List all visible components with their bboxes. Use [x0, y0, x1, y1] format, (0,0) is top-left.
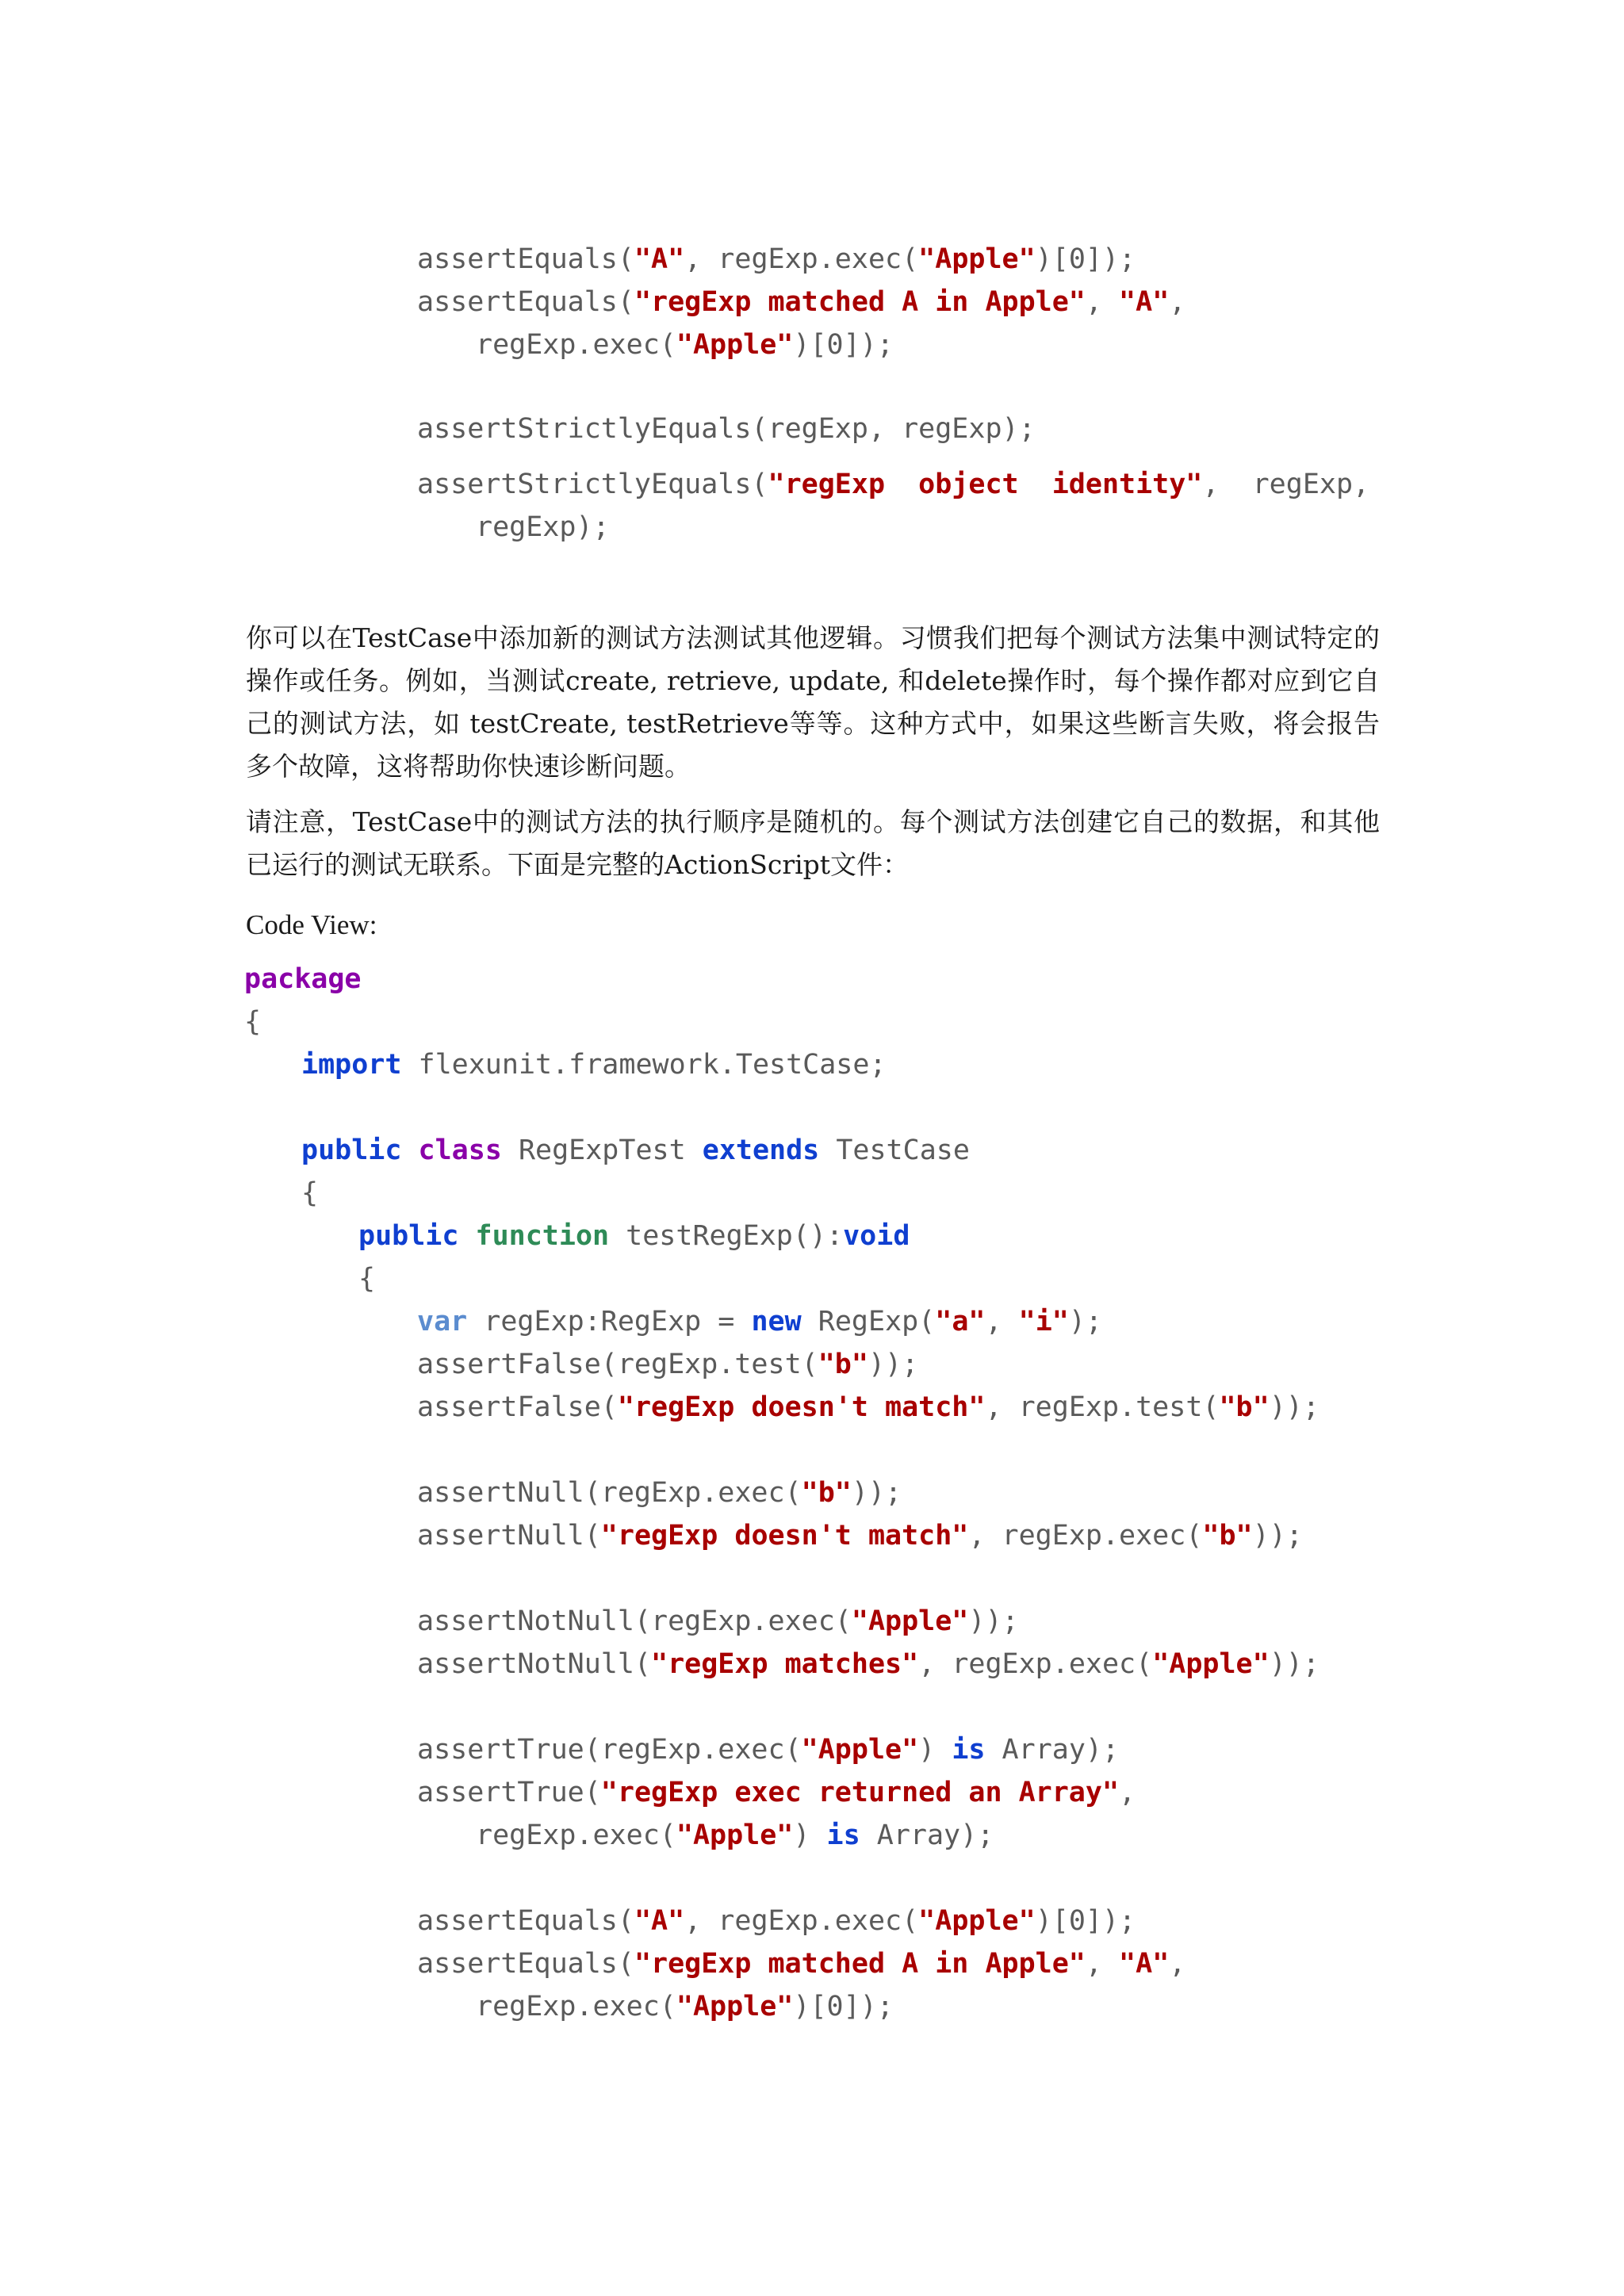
code-text: assertStrictlyEquals(regExp, regExp); — [417, 413, 1036, 445]
code-line — [417, 1728, 1119, 1771]
code-line — [417, 281, 1185, 323]
code-text — [458, 1220, 475, 1252]
code-line — [476, 506, 610, 549]
code-text: regExp:RegExp = — [467, 1306, 752, 1337]
code-keyword: class — [418, 1135, 502, 1166]
code-keyword: is — [952, 1734, 986, 1766]
code-keyword: extends — [702, 1135, 820, 1166]
paragraph-testcase-methods: 你可以在TestCase中添加新的测试方法测试其他逻辑。习惯我们把每个测试方法集中测试特定的操作或任务。例如，当测试create, retrieve, update, 和delete操作时，每个操作都对应到它自己的测试方法，如 testCreate, testRetrieve等等。这种方式中，如果这些断言失败，将会报告多个故障，这将帮助你快速诊断问题。 — [246, 622, 1380, 782]
string-literal: "Apple" — [676, 1991, 794, 2022]
code-text: assertTrue(regExp.exec( — [417, 1734, 802, 1766]
code-view-label: Code View: — [246, 909, 377, 940]
string-literal: "b" — [818, 1349, 868, 1380]
code-keyword: var — [417, 1306, 468, 1337]
code-text: , regExp.exec( — [918, 1648, 1153, 1680]
code-line — [358, 1257, 375, 1300]
code-line — [244, 1001, 261, 1043]
code-text: regExp.exec( — [476, 1820, 676, 1851]
code-text: assertEquals( — [417, 243, 634, 275]
code-text: assertNotNull( — [417, 1648, 652, 1680]
code-text: )); — [851, 1477, 902, 1509]
code-line — [417, 1343, 918, 1386]
code-text: , regExp, — [1202, 469, 1370, 500]
code-keyword: public — [301, 1135, 402, 1166]
code-text: assertEquals( — [417, 1948, 634, 1980]
code-text — [401, 1135, 418, 1166]
code-text: , regExp.exec( — [968, 1520, 1203, 1552]
code-line — [476, 323, 894, 366]
code-text: )); — [868, 1349, 919, 1380]
code-text: )[0]); — [1035, 243, 1136, 275]
string-literal: "regExp doesn't match" — [600, 1520, 969, 1552]
code-text: { — [244, 1006, 262, 1038]
code-text: regExp); — [476, 511, 610, 543]
code-text: , — [1085, 286, 1120, 318]
code-text: )[0]); — [793, 1991, 894, 2022]
code-line — [476, 1985, 894, 2028]
code-line — [417, 1771, 1136, 1814]
string-literal: "regExp matched A in Apple" — [634, 286, 1086, 318]
code-text: assertNull(regExp.exec( — [417, 1477, 802, 1509]
code-text: )); — [1269, 1391, 1320, 1423]
code-line — [476, 1814, 994, 1857]
code-keyword: function — [475, 1220, 610, 1252]
code-text: assertEquals( — [417, 286, 634, 318]
code-text: assertFalse( — [417, 1391, 618, 1423]
string-literal: "Apple" — [676, 329, 794, 361]
string-literal: "A" — [1119, 286, 1170, 318]
code-text: , regExp.exec( — [684, 243, 919, 275]
string-literal: "b" — [801, 1477, 852, 1509]
string-literal: "A" — [634, 243, 685, 275]
code-text: assertNull( — [417, 1520, 601, 1552]
string-literal: "b" — [1219, 1391, 1270, 1423]
paragraph-execution-order: 请注意，TestCase中的测试方法的执行顺序是随机的。每个测试方法创建它自己的数据，和其他已运行的测试无联系。下面是完整的ActionScript文件： — [246, 806, 1380, 880]
code-line — [244, 958, 362, 1001]
code-line — [417, 1600, 1019, 1643]
string-literal: "Apple" — [676, 1820, 794, 1851]
string-literal: "A" — [634, 1905, 685, 1937]
code-keyword: public — [358, 1220, 459, 1252]
code-text: testRegExp(): — [609, 1220, 844, 1252]
code-text: Array); — [860, 1820, 994, 1851]
code-text: regExp.exec( — [476, 1991, 676, 2022]
code-line — [417, 1386, 1320, 1429]
code-text: assertEquals( — [417, 1905, 634, 1937]
code-line — [417, 1300, 1102, 1343]
code-line — [417, 1471, 902, 1514]
code-text: { — [358, 1263, 376, 1295]
code-text: RegExp( — [801, 1306, 936, 1337]
string-literal: "Apple" — [918, 243, 1036, 275]
code-text: , — [1085, 1948, 1120, 1980]
code-keyword: package — [244, 963, 362, 995]
code-text: )[0]); — [793, 329, 894, 361]
code-line — [417, 1900, 1136, 1942]
code-text: )); — [968, 1605, 1019, 1637]
code-line — [417, 1643, 1320, 1686]
code-text: RegExpTest — [501, 1135, 703, 1166]
string-literal: "regExp matched A in Apple" — [634, 1948, 1086, 1980]
string-literal: "Apple" — [851, 1605, 969, 1637]
code-line — [358, 1215, 910, 1257]
string-literal: "regExp matches" — [651, 1648, 919, 1680]
string-literal: "Apple" — [801, 1734, 919, 1766]
code-text: Array); — [985, 1734, 1120, 1766]
code-line — [417, 238, 1136, 281]
code-text: ) — [793, 1820, 827, 1851]
code-text: )); — [1269, 1648, 1320, 1680]
string-literal: "regExp doesn't match" — [617, 1391, 986, 1423]
string-literal: "b" — [1202, 1520, 1253, 1552]
code-text: flexunit.framework.TestCase; — [401, 1049, 887, 1081]
code-keyword: void — [843, 1220, 910, 1252]
code-text: ) — [918, 1734, 952, 1766]
string-literal: "regExp object identity" — [768, 469, 1203, 500]
code-keyword: import — [301, 1049, 402, 1081]
string-literal: "i" — [1018, 1306, 1069, 1337]
code-text: TestCase — [819, 1135, 970, 1166]
string-literal: "Apple" — [918, 1905, 1036, 1937]
code-text: , — [1169, 286, 1186, 318]
code-text: )); — [1252, 1520, 1303, 1552]
code-text: , regExp.exec( — [684, 1905, 919, 1937]
code-text: assertFalse(regExp.test( — [417, 1349, 818, 1380]
string-literal: "regExp exec returned an Array" — [600, 1777, 1120, 1808]
code-text: assertNotNull(regExp.exec( — [417, 1605, 852, 1637]
string-literal: "A" — [1119, 1948, 1170, 1980]
string-literal: "Apple" — [1152, 1648, 1270, 1680]
code-text: ); — [1068, 1306, 1102, 1337]
code-line — [301, 1129, 970, 1172]
code-line — [417, 408, 1036, 450]
code-text: assertTrue( — [417, 1777, 601, 1808]
code-text: assertStrictlyEquals( — [417, 469, 768, 500]
code-line — [417, 1942, 1185, 1985]
code-line — [301, 1172, 318, 1215]
code-text: regExp.exec( — [476, 329, 676, 361]
code-line — [301, 1043, 887, 1086]
code-text: , — [1169, 1948, 1186, 1980]
code-line — [417, 1514, 1303, 1557]
code-text: , regExp.test( — [985, 1391, 1220, 1423]
code-text: { — [301, 1177, 319, 1209]
code-keyword: new — [751, 1306, 802, 1337]
string-literal: "a" — [935, 1306, 986, 1337]
code-text: )[0]); — [1035, 1905, 1136, 1937]
code-line — [417, 463, 1369, 506]
code-text: , — [1119, 1777, 1136, 1808]
code-text: , — [985, 1306, 1019, 1337]
code-keyword: is — [826, 1820, 860, 1851]
